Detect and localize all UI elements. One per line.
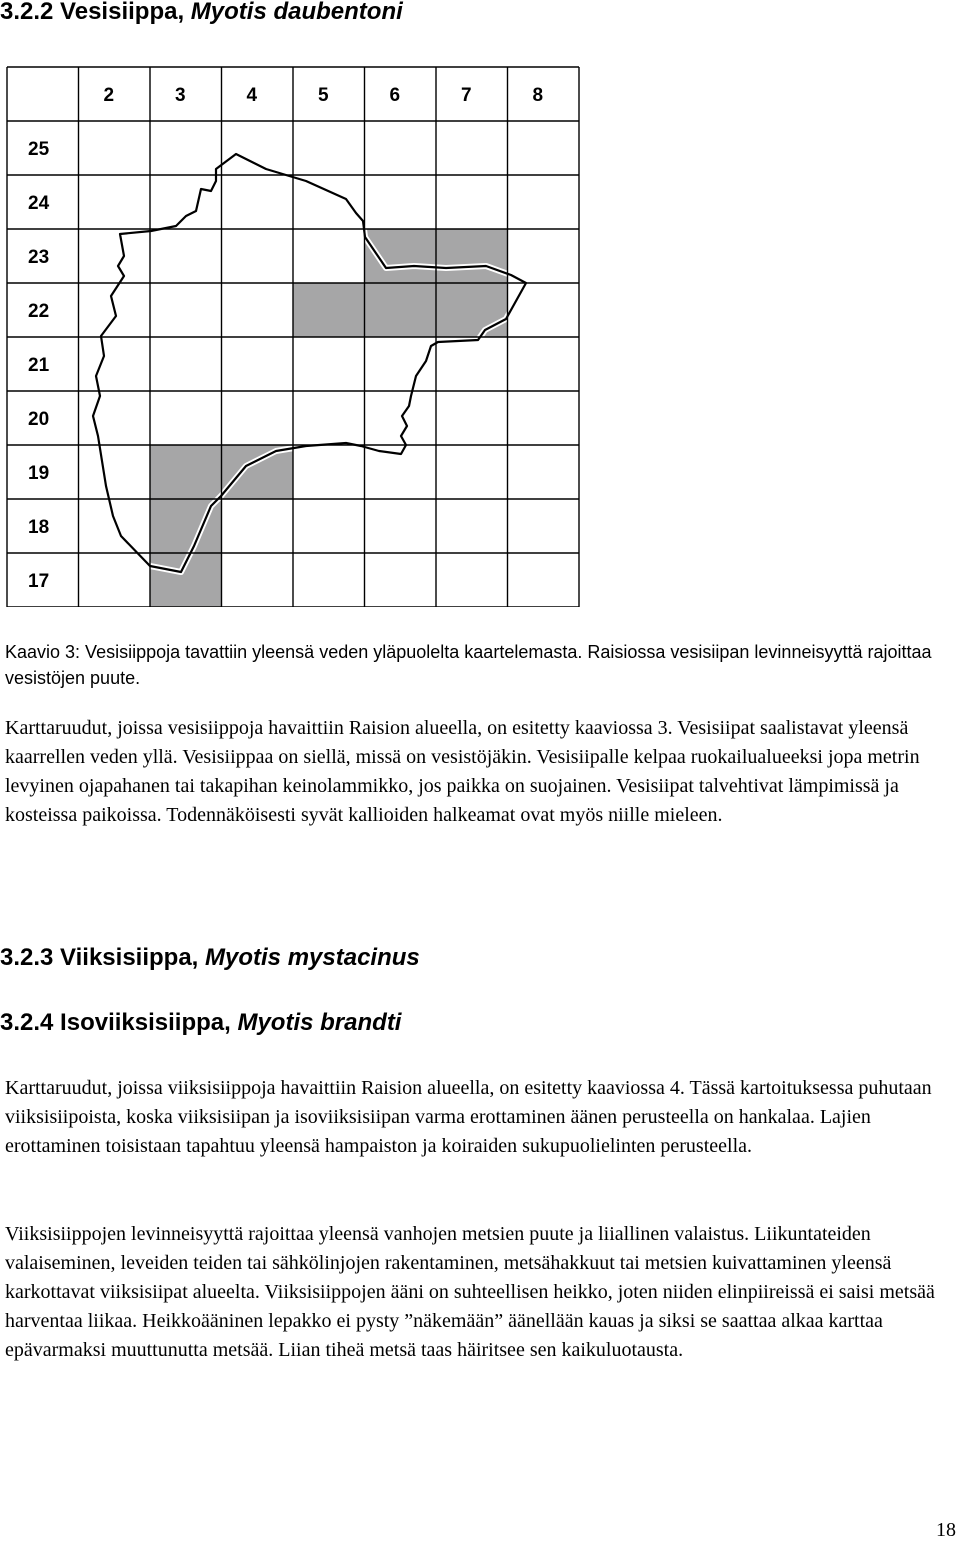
shaded-cell-5-22 — [293, 283, 365, 337]
shaded-cell-6-22 — [365, 283, 437, 337]
row-label-20: 20 — [28, 409, 50, 430]
heading-species-name: Myotis brandti — [237, 1009, 402, 1036]
row-label-23: 23 — [28, 247, 50, 268]
row-label-21: 21 — [28, 355, 50, 376]
shaded-cell-3-19 — [150, 445, 222, 499]
row-label-25: 25 — [28, 139, 50, 160]
heading-number-title: 3.2.4 Isoviiksisiippa, — [0, 1009, 238, 1036]
row-label-19: 19 — [28, 463, 50, 484]
paragraph-vesisiippa: Karttaruudut, joissa vesisiippoja havaittiin Raision alueella, on esitetty kaaviossa 3. Vesisiipat saalistavat yleensä kaarrellen veden yllä. Vesisiippaa on siellä, missä on vesistöjäkin. Vesisiipalle kelpaa ruokailualueeksi jopa metrin levyinen ojapahanen tai takapihan keinolammikko, jos paikka on suojainen. Vesisiipat talvehtivat lämpimissä ja kosteissa paikoissa. Todennäköisesti syvät kallioiden halkeamat ovat myös niille mieleen. — [5, 717, 920, 826]
heading-species-name: Myotis mystacinus — [205, 944, 420, 971]
shaded-cell-7-23 — [436, 229, 508, 283]
species-grid-map — [6, 66, 580, 607]
row-label-17: 17 — [28, 571, 50, 592]
shaded-cells — [150, 229, 508, 607]
column-label-5: 5 — [318, 85, 329, 106]
column-label-6: 6 — [389, 85, 401, 106]
column-label-8: 8 — [532, 85, 544, 106]
column-label-4: 4 — [246, 85, 258, 106]
row-label-18: 18 — [28, 517, 50, 538]
column-labels — [104, 85, 544, 106]
figure-caption: Kaavio 3: Vesisiippoja tavattiin yleensä veden yläpuolelta kaartelemasta. Raisiossa vesisiipan levinneisyyttä rajoittaa vesistöjen puute. — [5, 642, 932, 688]
shaded-cell-4-19 — [222, 445, 294, 499]
column-label-7: 7 — [461, 85, 472, 106]
shaded-cell-7-22 — [436, 283, 508, 337]
section-heading-3-2-2 — [0, 0, 403, 26]
column-label-2: 2 — [103, 85, 115, 106]
heading-number-title: 3.2.2 Vesisiippa, — [0, 0, 191, 25]
grid-lines — [7, 67, 579, 607]
column-label-3: 3 — [175, 85, 186, 106]
section-heading-3-2-4 — [0, 1009, 401, 1037]
heading-species-name: Myotis daubentoni — [190, 0, 403, 25]
heading-number-title: 3.2.3 Viiksisiippa, — [0, 944, 206, 971]
section-heading-3-2-3 — [0, 944, 420, 972]
row-labels — [28, 139, 50, 592]
row-label-24: 24 — [28, 193, 50, 214]
row-label-22: 22 — [28, 301, 50, 322]
page-number: 18 — [936, 1519, 956, 1541]
paragraph-viiksisiippa-intro: Karttaruudut, joissa viiksisiippoja havaittiin Raision alueella, on esitetty kaaviossa 4. Tässä kartoituksessa puhutaan viiksisiipoista, koska viiksisiipan ja isoviiksisiipan varma erottaminen äänen perusteella on hankalaa. Lajien erottaminen toisistaan tapahtuu yleensä hampaiston ja koiraiden sukupuolielinten perusteella. — [5, 1077, 932, 1157]
paragraph-viiksisiippa-habitat: Viiksisiippojen levinneisyyttä rajoittaa yleensä vanhojen metsien puute ja liiallinen valaistus. Liikuntateiden valaiseminen, leveiden teiden tai sähkölinjojen rakentaminen, metsähakkuut tai metsien kuivattaminen yleensä karkottavat viiksisiipat alueelta. Viiksisiippojen ääni on suhteellisen heikko, joten niiden elinpiireissä ei saisi metsää harventaa liikaa. Heikkoääninen lepakko ei pysty ”näkemään” äänellään kauas ja siksi se saattaa alkaa karttaa epävarmaksi muuttunutta metsää. Liian tiheä metsä taas häiritsee sen kaikuluotausta. — [5, 1223, 935, 1361]
